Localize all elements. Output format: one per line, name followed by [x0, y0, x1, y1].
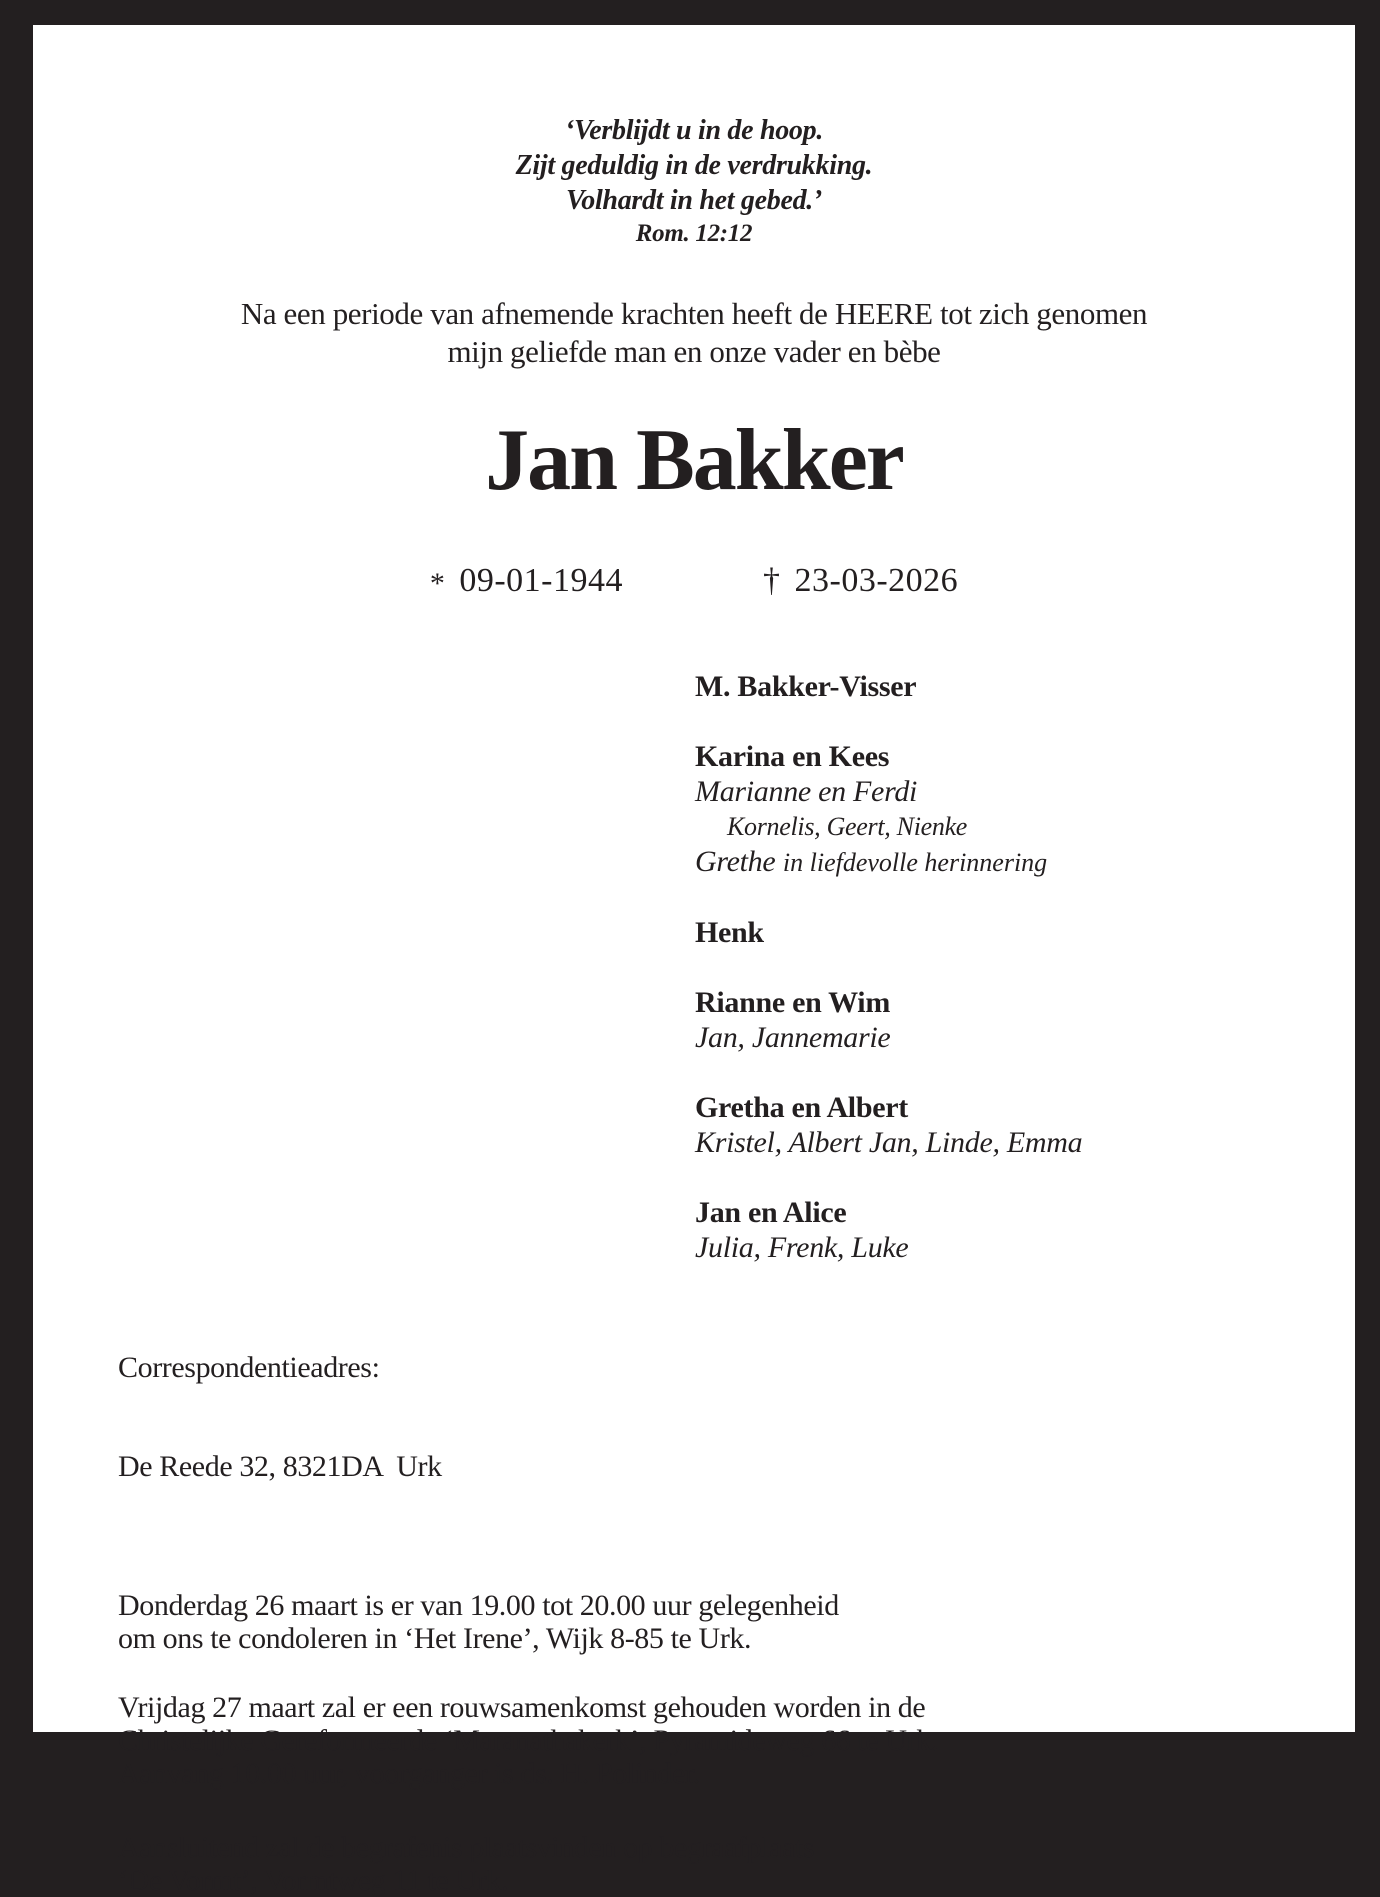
burial-line: ‘De Vormt’, Vormtweg 11 te Urk. [118, 1864, 509, 1897]
birth-date-value: 09-01-1944 [459, 562, 623, 599]
burial-info [118, 1831, 1355, 1897]
family-member: Kristel, Albert Jan, Linde, Emma [695, 1126, 1083, 1159]
family-member: Karina en Kees [695, 740, 890, 773]
birth-star-icon: * [429, 567, 446, 600]
condolence-info [118, 1589, 1355, 1655]
life-dates [33, 561, 1355, 604]
family-member: Kornelis, Geert, Nienke [727, 812, 968, 841]
correspondence-label: Correspondentieadres: [118, 1351, 380, 1384]
announcement-text [33, 295, 1355, 371]
quote-line: Zijt geduldig in de verdrukking. [515, 150, 873, 181]
memorial-note: in liefdevolle herinnering [782, 848, 1048, 877]
family-member: Gretha en Albert [695, 1091, 908, 1124]
correspondence-value: De Reede 32, 8321DA Urk [118, 1450, 442, 1483]
burial-line: Aansluitend zal de begrafenis plaatsvinden op begraafplaats [118, 1831, 815, 1864]
funeral-service-info [118, 1691, 1355, 1790]
death-date-value: 23-03-2026 [794, 562, 959, 599]
quote-line: Volhardt in het gebed.’ [565, 185, 822, 216]
family-member: M. Bakker-Visser [695, 670, 917, 703]
announcement-line: Na een periode van afnemende krachten heeft de HEERE tot zich genomen [240, 296, 1148, 331]
death-date [763, 561, 958, 604]
announcement-line: mijn geliefde man en onze vader en bèbe [447, 334, 941, 369]
family-group [695, 985, 1355, 1055]
family-member: Julia, Frenk, Luke [695, 1231, 909, 1264]
family-member: Jan, Jannemarie [695, 1021, 891, 1054]
scripture-quote [33, 113, 1355, 250]
service-line: Christelijke Gereformeerde ‘Maranathakerk’, Pyramideweg 66 te Urk. [118, 1724, 938, 1757]
family-member: Rianne en Wim [695, 986, 891, 1019]
family-member: Henk [695, 916, 764, 949]
scripture-reference: Rom. 12:12 [635, 220, 753, 247]
correspondence-address [118, 1285, 1355, 1549]
birth-date [430, 561, 623, 604]
family-member: Jan en Alice [695, 1196, 847, 1229]
condolence-line: om ons te condoleren in ‘Het Irene’, Wijk 8-85 te Urk. [118, 1622, 752, 1655]
service-line: Vrijdag 27 maart zal er een rouwsamenkomst gehouden worden in de [118, 1691, 926, 1724]
deceased-name: Jan Bakker [485, 412, 903, 509]
death-cross-icon: † [763, 562, 781, 599]
family-list [695, 669, 1355, 1265]
family-member: Marianne en Ferdi [695, 775, 918, 808]
family-group [695, 915, 1355, 950]
family-member [695, 844, 1355, 880]
family-group [695, 1195, 1355, 1265]
quote-line: ‘Verblijdt u in de hoop. [564, 115, 824, 146]
family-member-name: Grethe [695, 845, 776, 878]
family-group [695, 739, 1355, 880]
service-line: Aanvang 10.00 uur, voorganger is ds. H. Polinder. [118, 1757, 700, 1790]
family-group [695, 1090, 1355, 1160]
condolence-line: Donderdag 26 maart is er van 19.00 tot 20.00 uur gelegenheid [118, 1589, 839, 1622]
announcement-card [33, 25, 1355, 1897]
family-group [695, 669, 1355, 704]
